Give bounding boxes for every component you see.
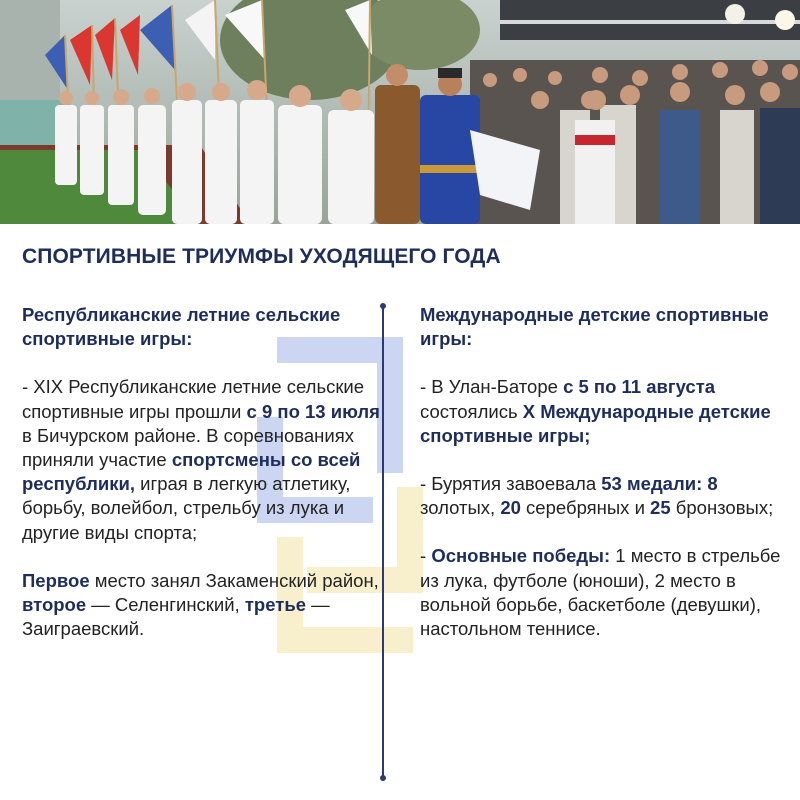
body-text: золотых, — [420, 497, 501, 519]
highlight-text: Основные победы: — [431, 545, 611, 567]
highlight-text: Первое — [22, 569, 90, 591]
body-text: - Бурятия завоевала — [420, 473, 602, 495]
body-text: серебряных и — [520, 497, 651, 519]
header-photo — [0, 0, 800, 224]
body-text: — Заиграевский. — [22, 594, 330, 640]
page-title: СПОРТИВНЫЕ ТРИУМФЫ УХОДЯЩЕГО ГОДА — [22, 245, 501, 268]
highlight-text: второе — [22, 594, 87, 616]
highlight-text: 8 — [707, 473, 718, 495]
highlight-text: 20 — [500, 497, 521, 519]
left-paragraph-2 — [22, 569, 387, 642]
highlight-text: третье — [244, 594, 306, 616]
right-paragraph-1 — [420, 375, 790, 448]
highlight-text: спортсмены со всей республики, — [22, 449, 361, 495]
body-text: в Бичурском районе. В соревнованиях приняли участие — [22, 424, 354, 471]
left-column — [22, 303, 387, 665]
left-paragraph-1 — [22, 375, 387, 544]
left-heading: Республиканские летние сельские спортивные игры: — [22, 304, 341, 350]
body-text: 1 место в стрельбе из лука, футболе (юноши), 2 место в вольной борьбе, баскетболе (девушки), настольном теннисе. — [420, 545, 781, 640]
body-text: бронзовых; — [670, 497, 774, 519]
body-text: - XIX Республиканские летние сельские спортивные игры прошли — [22, 376, 365, 422]
body-text: играя в легкую атлетику, борьбу, волейбол, стрельбу из лука и другие виды спорта; — [22, 473, 351, 543]
highlight-text: 25 — [650, 497, 671, 519]
right-paragraph-2 — [420, 472, 790, 520]
right-column — [420, 303, 790, 665]
highlight-text: 53 медали: — [601, 473, 703, 495]
highlight-text: с 9 по 13 июля — [246, 400, 380, 422]
body-text: — Селенгинский, — [86, 594, 245, 616]
highlight-text: с 5 по 11 августа — [563, 376, 716, 398]
body-text: - — [420, 545, 432, 567]
body-text: состоялись — [420, 400, 523, 422]
right-heading: Международные детские спортивные игры: — [420, 304, 769, 350]
highlight-text: X Международные детские спортивные игры; — [420, 400, 771, 446]
body-text: - В Улан-Баторе — [420, 376, 564, 398]
body-text: место занял Закаменский район, — [89, 569, 379, 591]
right-paragraph-3 — [420, 544, 790, 641]
